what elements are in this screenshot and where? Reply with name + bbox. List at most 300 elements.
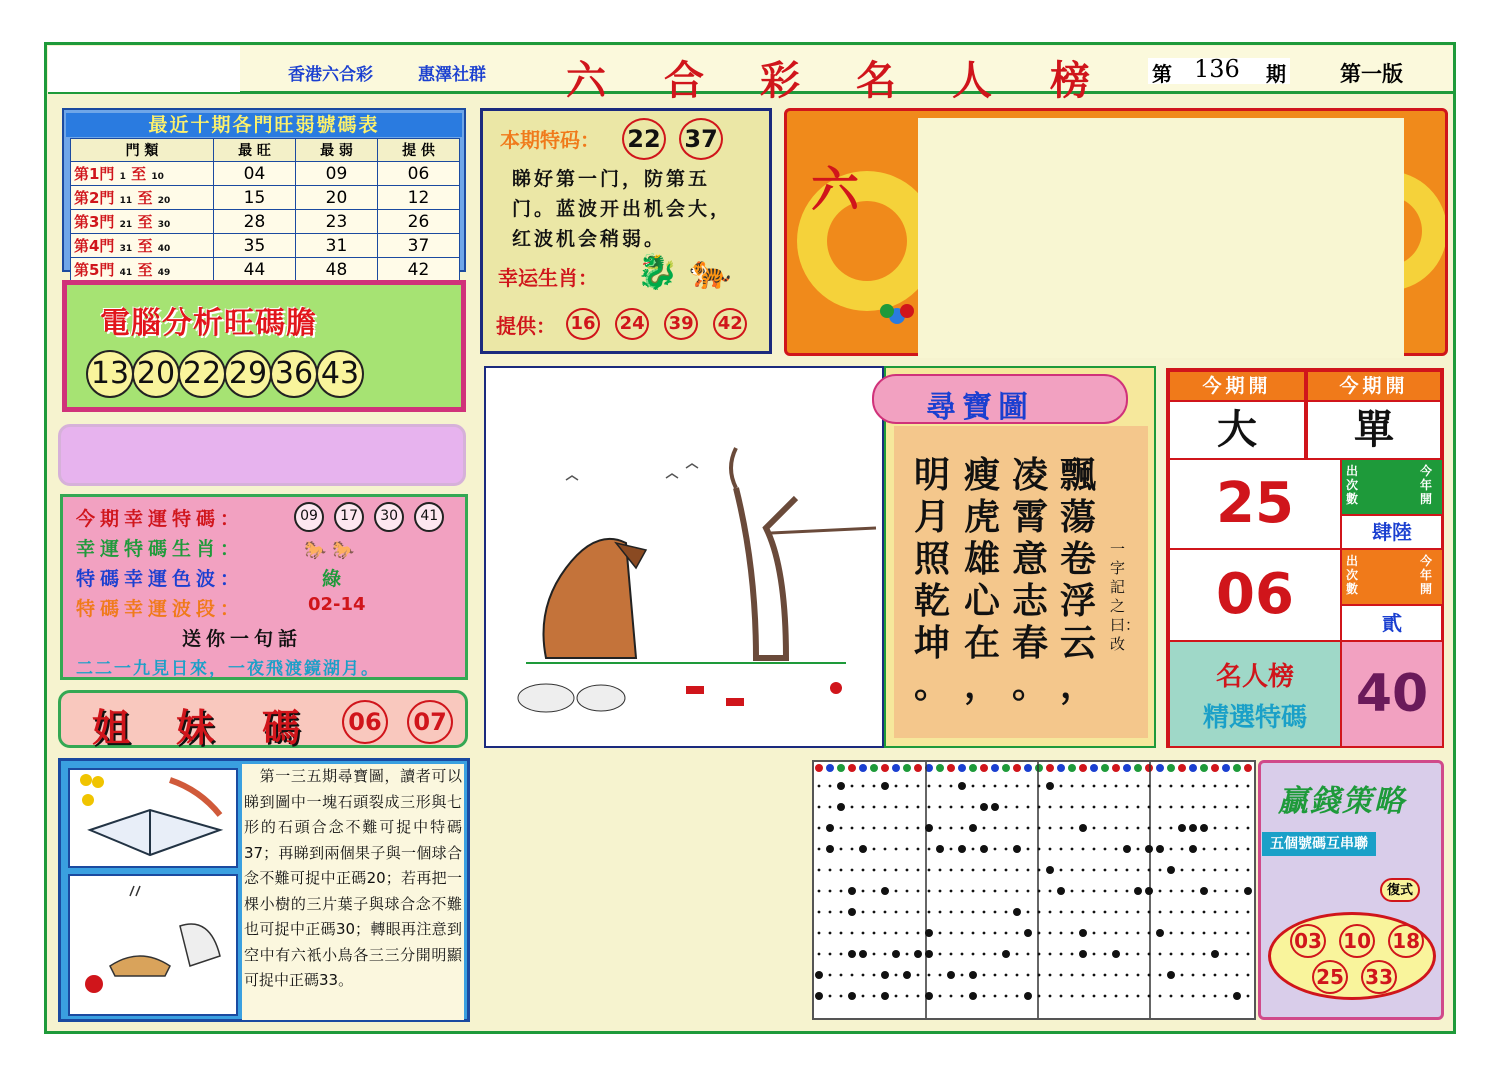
matrix-dot	[848, 992, 856, 1000]
zone-table	[70, 138, 460, 282]
matrix-dot	[1247, 911, 1250, 914]
zone-gate: 第4門 31 至 40	[71, 234, 214, 258]
matrix-dot	[1159, 890, 1162, 893]
zone-cold: 31	[296, 234, 378, 258]
matrix-dot	[1236, 869, 1239, 872]
matrix-dot	[1233, 992, 1241, 1000]
matrix-dot	[848, 908, 856, 916]
matrix-dot	[818, 953, 821, 956]
matrix-dot	[1005, 869, 1008, 872]
matrix-dot	[961, 932, 964, 935]
matrix-dot	[1170, 806, 1173, 809]
issue-suffix: 期	[1266, 62, 1286, 86]
matrix-dot	[917, 827, 920, 830]
result-number-1: 25	[1168, 458, 1342, 550]
matrix-dot	[873, 974, 876, 977]
matrix-dot	[1082, 911, 1085, 914]
matrix-dot	[983, 911, 986, 914]
matrix-dot	[1038, 890, 1041, 893]
header-ball	[947, 764, 955, 772]
number-ball: 42	[713, 308, 747, 340]
matrix-dot	[829, 995, 832, 998]
matrix-dot	[1093, 995, 1096, 998]
zone-cold: 48	[296, 258, 378, 282]
number-ball: 13	[86, 350, 134, 398]
number-ball: 37	[679, 118, 723, 160]
zone-pick: 26	[378, 210, 460, 234]
matrix-dot	[1060, 974, 1063, 977]
matrix-dot	[1049, 848, 1052, 851]
matrix-dot	[1024, 992, 1032, 1000]
matrix-dot	[1236, 890, 1239, 893]
matrix-dot	[1181, 869, 1184, 872]
matrix-dot	[1038, 806, 1041, 809]
hint-provide-label: 提供：	[496, 314, 556, 338]
matrix-dot	[1093, 848, 1096, 851]
matrix-dot	[980, 845, 988, 853]
number-ball: 03	[1290, 924, 1326, 958]
matrix-dot	[958, 782, 966, 790]
matrix-dot	[895, 785, 898, 788]
matrix-dot	[961, 869, 964, 872]
matrix-dot	[1046, 866, 1054, 874]
matrix-dot	[1079, 950, 1087, 958]
matrix-dot	[983, 953, 986, 956]
table-row	[71, 258, 460, 282]
matrix-dot	[1093, 953, 1096, 956]
org-name-1: 香港六合彩	[288, 65, 373, 85]
matrix-dot	[983, 932, 986, 935]
matrix-dot	[1159, 827, 1162, 830]
matrix-dot	[892, 950, 900, 958]
title-char-1: 六	[566, 57, 606, 104]
matrix-dot	[1148, 932, 1151, 935]
header-ball	[1002, 764, 1010, 772]
matrix-dot	[1126, 974, 1129, 977]
matrix-dot	[1060, 953, 1063, 956]
matrix-dot	[873, 890, 876, 893]
matrix-dot	[1049, 974, 1052, 977]
issue-number: 136	[1194, 55, 1240, 83]
zone-pick: 06	[378, 162, 460, 186]
matrix-dot	[895, 869, 898, 872]
matrix-dot	[1082, 785, 1085, 788]
matrix-dot	[972, 953, 975, 956]
matrix-dot	[862, 911, 865, 914]
story-text: 第一三五期尋寶圖，讀者可以睇到圖中一塊石頭裂成三形與七形的石頭合念不難可捉中特碼37；再睇到兩個果子與一個球合念不難可捉中正碼20；若再把一棵小樹的三片葉子與球合念不難也可捉中正碼30；轉眼再注意到空中有六衹小鳥各三三分開明顯可捉中正碼33。	[242, 764, 464, 1020]
poem-column: 明 月 照 乾 坤 。	[913, 454, 950, 706]
matrix-dot	[895, 995, 898, 998]
matrix-dot	[873, 953, 876, 956]
matrix-dot	[1060, 806, 1063, 809]
matrix-dot	[939, 806, 942, 809]
matrix-dot	[1225, 995, 1228, 998]
matrix-dot	[1159, 995, 1162, 998]
matrix-dot	[1093, 827, 1096, 830]
title-char-4: 名	[856, 57, 896, 104]
matrix-dot	[1137, 827, 1140, 830]
matrix-dot	[1181, 932, 1184, 935]
matrix-dot	[961, 974, 964, 977]
matrix-dot	[994, 869, 997, 872]
matrix-dot	[1137, 932, 1140, 935]
matrix-dot	[1071, 995, 1074, 998]
number-ball: 25	[1312, 960, 1348, 994]
zone-table-title: 最近十期各門旺弱號碼表	[66, 113, 462, 137]
matrix-dot	[1170, 848, 1173, 851]
matrix-dot	[1104, 932, 1107, 935]
matrix-dot	[1038, 785, 1041, 788]
matrix-dot	[1137, 869, 1140, 872]
number-ball: 09	[294, 502, 324, 532]
matrix-dot	[862, 890, 865, 893]
matrix-dot	[1167, 866, 1175, 874]
matrix-dot	[1038, 911, 1041, 914]
zone-pick: 12	[378, 186, 460, 210]
matrix-dot	[1214, 806, 1217, 809]
matrix-dot	[851, 932, 854, 935]
matrix-dot	[1148, 869, 1151, 872]
matrix-dot	[1148, 806, 1151, 809]
sister-char-1: 姐	[92, 705, 131, 750]
matrix-dot	[1189, 824, 1197, 832]
banner-title-fragment: 六	[811, 162, 860, 218]
matrix-dot	[884, 911, 887, 914]
matrix-dot	[1115, 785, 1118, 788]
header-ball	[1112, 764, 1120, 772]
matrix-dot	[1148, 995, 1151, 998]
matrix-dot	[917, 932, 920, 935]
matrix-dot	[950, 911, 953, 914]
matrix-dot	[881, 971, 889, 979]
matrix-dot	[1024, 929, 1032, 937]
matrix-dot	[1005, 911, 1008, 914]
matrix-dot	[1093, 806, 1096, 809]
header-ball	[1101, 764, 1109, 772]
matrix-dot	[1137, 911, 1140, 914]
matrix-dot	[917, 995, 920, 998]
matrix-dot	[895, 911, 898, 914]
matrix-dot	[1071, 827, 1074, 830]
matrix-dot	[818, 785, 821, 788]
matrix-dot	[906, 827, 909, 830]
zone-hot: 15	[214, 186, 296, 210]
matrix-dot	[1060, 932, 1063, 935]
matrix-dot	[1057, 887, 1065, 895]
matrix-dot	[1005, 806, 1008, 809]
header-ball	[1178, 764, 1186, 772]
matrix-dot	[994, 932, 997, 935]
header-ball	[903, 764, 911, 772]
matrix-dot	[1159, 806, 1162, 809]
matrix-dot	[1170, 953, 1173, 956]
strategy-numbers-row2	[1312, 960, 1397, 994]
matrix-dot	[983, 890, 986, 893]
result-head-2: 今期開	[1306, 370, 1442, 402]
result-tag-1: 出次數 今年開	[1340, 458, 1444, 516]
matrix-dot	[906, 848, 909, 851]
matrix-dot	[983, 995, 986, 998]
matrix-dot	[1071, 869, 1074, 872]
matrix-dot	[840, 827, 843, 830]
number-ball: 16	[566, 308, 600, 340]
matrix-dot	[1046, 782, 1054, 790]
hint-zodiac-label: 幸运生肖：	[498, 266, 598, 290]
zone-header-pick: 提 供	[378, 139, 460, 162]
matrix-dot	[1115, 995, 1118, 998]
header-ball	[958, 764, 966, 772]
matrix-dot	[884, 827, 887, 830]
matrix-dot	[983, 974, 986, 977]
matrix-dot	[895, 932, 898, 935]
matrix-dot	[1203, 932, 1206, 935]
matrix-dot	[1126, 890, 1129, 893]
matrix-dot	[1093, 890, 1096, 893]
matrix-dot	[1016, 974, 1019, 977]
matrix-dot	[1247, 953, 1250, 956]
horse-icon: 🐎 🐎	[304, 540, 355, 561]
matrix-dot	[1038, 974, 1041, 977]
number-ball: 29	[224, 350, 272, 398]
treasure-title: 尋寶圖	[926, 390, 1034, 425]
matrix-dot	[939, 869, 942, 872]
matrix-dot	[1115, 932, 1118, 935]
matrix-dot	[1192, 890, 1195, 893]
poem-column: 凌 霄 意 志 春 。	[1011, 454, 1048, 706]
matrix-dot	[906, 890, 909, 893]
number-ball: 41	[414, 502, 444, 532]
matrix-dot	[1181, 890, 1184, 893]
header-blank	[48, 46, 240, 92]
matrix-dot	[983, 827, 986, 830]
number-ball: 30	[374, 502, 404, 532]
matrix-dot	[1027, 953, 1030, 956]
matrix-dot	[994, 848, 997, 851]
computer-analysis-title: 電腦分析旺碼膽	[100, 306, 317, 341]
matrix-dot	[1016, 806, 1019, 809]
matrix-dot	[840, 932, 843, 935]
matrix-dot	[1236, 974, 1239, 977]
matrix-dot	[1170, 827, 1173, 830]
matrix-dot	[1181, 848, 1184, 851]
matrix-dot	[1203, 848, 1206, 851]
matrix-dot	[950, 785, 953, 788]
matrix-dot	[1093, 932, 1096, 935]
header-ball	[969, 764, 977, 772]
hint-text	[512, 164, 762, 254]
header-ball	[914, 764, 922, 772]
matrix-dot	[862, 932, 865, 935]
matrix-dot	[840, 974, 843, 977]
matrix-dot	[1060, 911, 1063, 914]
matrix-dot	[1005, 974, 1008, 977]
matrix-dot	[1181, 911, 1184, 914]
zone-gate: 第3門 21 至 30	[71, 210, 214, 234]
matrix-dot	[1104, 974, 1107, 977]
matrix-dot	[1134, 887, 1142, 895]
matrix-dot	[1071, 974, 1074, 977]
header-ball	[1189, 764, 1197, 772]
matrix-dot	[928, 806, 931, 809]
strategy-numbers-row1	[1290, 924, 1424, 958]
matrix-dot	[848, 887, 856, 895]
matrix-dot	[917, 806, 920, 809]
matrix-dot	[969, 824, 977, 832]
matrix-dot	[1181, 974, 1184, 977]
matrix-dot	[1192, 953, 1195, 956]
matrix-dot	[1247, 785, 1250, 788]
matrix-dot	[881, 782, 889, 790]
edition-label: 第一版	[1340, 62, 1403, 86]
matrix-dot	[1247, 974, 1250, 977]
matrix-dot	[840, 890, 843, 893]
matrix-dot	[1005, 827, 1008, 830]
matrix-dot	[939, 953, 942, 956]
sister-char-2: 妹	[176, 705, 215, 750]
matrix-dot	[829, 953, 832, 956]
matrix-dot	[1071, 953, 1074, 956]
matrix-dot	[1115, 806, 1118, 809]
matrix-dot	[1060, 869, 1063, 872]
matrix-dot	[1079, 929, 1087, 937]
matrix-dot	[928, 848, 931, 851]
matrix-dot	[1137, 785, 1140, 788]
matrix-dot	[994, 911, 997, 914]
matrix-dot	[884, 932, 887, 935]
matrix-dot	[950, 848, 953, 851]
matrix-dot	[1214, 890, 1217, 893]
matrix-dot	[840, 869, 843, 872]
matrix-dot	[1071, 932, 1074, 935]
title-char-2: 合	[664, 57, 704, 104]
matrix-dot	[994, 785, 997, 788]
matrix-dot	[1156, 929, 1164, 937]
matrix-dot	[1082, 806, 1085, 809]
matrix-dot	[950, 890, 953, 893]
matrix-dot	[881, 992, 889, 1000]
matrix-dot	[1181, 806, 1184, 809]
matrix-dot	[818, 806, 821, 809]
matrix-dot	[1027, 911, 1030, 914]
number-ball: 10	[1339, 924, 1375, 958]
header-ball	[1244, 764, 1252, 772]
matrix-dot	[884, 869, 887, 872]
header-ball	[1233, 764, 1241, 772]
sister-numbers	[342, 700, 453, 744]
matrix-dot	[837, 803, 845, 811]
matrix-dot	[928, 890, 931, 893]
header-ball	[1046, 764, 1054, 772]
matrix-dot	[1082, 995, 1085, 998]
matrix-dot	[925, 929, 933, 937]
header-ball	[1222, 764, 1230, 772]
matrix-dot	[862, 974, 865, 977]
matrix-dot	[1170, 932, 1173, 935]
matrix-dot	[1247, 827, 1250, 830]
matrix-dot	[1027, 890, 1030, 893]
header-ball	[826, 764, 834, 772]
matrix-dot	[925, 992, 933, 1000]
lucky-color-value: 綠	[322, 568, 347, 590]
matrix-dot	[1247, 869, 1250, 872]
number-ball: 24	[615, 308, 649, 340]
matrix-dot	[1214, 869, 1217, 872]
title-char-6: 榜	[1050, 57, 1090, 104]
number-ball: 06	[342, 700, 388, 744]
matrix-dot	[1038, 995, 1041, 998]
number-ball: 22	[178, 350, 226, 398]
matrix-dot	[1071, 785, 1074, 788]
matrix-dot	[848, 950, 856, 958]
matrix-dot	[1214, 932, 1217, 935]
matrix-dot	[1027, 827, 1030, 830]
matrix-dot	[928, 911, 931, 914]
matrix-dot	[994, 827, 997, 830]
matrix-dot	[906, 785, 909, 788]
matrix-dot	[851, 785, 854, 788]
matrix-dot	[917, 911, 920, 914]
matrix-dot	[1203, 869, 1206, 872]
matrix-dot	[1192, 869, 1195, 872]
poem-column: 瘦 虎 雄 心 在 ，	[963, 454, 1000, 706]
matrix-dot	[1093, 785, 1096, 788]
lucky-color-label: 特碼幸運色波：	[76, 568, 245, 590]
matrix-dot	[939, 974, 942, 977]
zone-cold: 09	[296, 162, 378, 186]
matrix-dot	[1082, 890, 1085, 893]
matrix-dot	[906, 869, 909, 872]
matrix-dot	[829, 785, 832, 788]
matrix-dot	[917, 974, 920, 977]
dragon-tiger-icon: 🐉 🐅	[636, 252, 732, 292]
lucky-phrase: 二二一九見日來，一夜飛渡鏡湖月。	[76, 659, 380, 679]
header-ball	[815, 764, 823, 772]
matrix-dot	[1203, 911, 1206, 914]
matrix-dot	[862, 785, 865, 788]
matrix-dot	[1170, 785, 1173, 788]
table-row	[71, 234, 460, 258]
header-ball	[1024, 764, 1032, 772]
matrix-dot	[1005, 848, 1008, 851]
matrix-dot	[1060, 848, 1063, 851]
matrix-dot	[1038, 848, 1041, 851]
matrix-dot	[1005, 785, 1008, 788]
matrix-dot	[1016, 890, 1019, 893]
matrix-dot	[1082, 848, 1085, 851]
number-ball: 07	[407, 700, 453, 744]
matrix-dot	[895, 827, 898, 830]
matrix-dot	[980, 803, 988, 811]
matrix-dot	[1071, 848, 1074, 851]
matrix-dot	[1049, 890, 1052, 893]
zone-gate: 第5門 41 至 49	[71, 258, 214, 282]
matrix-dot	[939, 890, 942, 893]
matrix-dot	[1247, 932, 1250, 935]
strategy-subtitle: 五個號碼互串聯	[1262, 832, 1376, 856]
header-ball	[1090, 764, 1098, 772]
matrix-dot	[840, 911, 843, 914]
matrix-dot	[1115, 974, 1118, 977]
matrix-dot	[862, 995, 865, 998]
matrix-dot	[1200, 824, 1208, 832]
matrix-dot	[1236, 932, 1239, 935]
matrix-dot	[928, 974, 931, 977]
result-tag-2: 出次數 今年開	[1340, 548, 1444, 606]
matrix-dot	[1167, 971, 1175, 979]
matrix-dot	[837, 782, 845, 790]
matrix-dot	[1049, 932, 1052, 935]
empty-pill-panel	[58, 424, 466, 486]
